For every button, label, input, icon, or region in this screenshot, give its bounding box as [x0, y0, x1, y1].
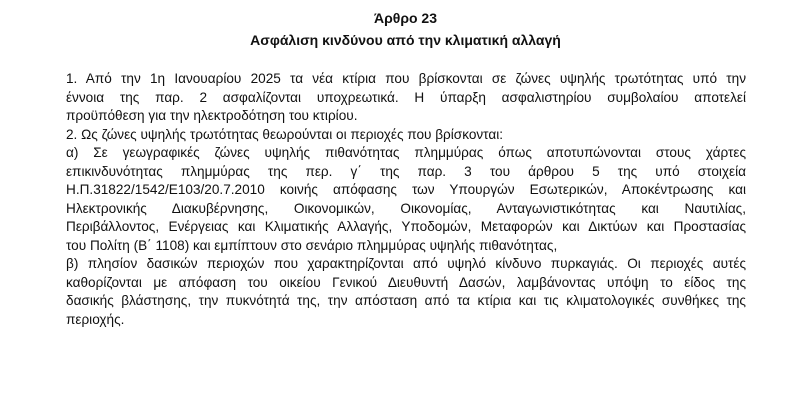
article-number: Άρθρο 23 [373, 10, 437, 26]
body-line: 2. Ως ζώνες υψηλής τρωτότητας θεωρούνται οι περιοχές που βρίσκονται: [66, 126, 504, 142]
body-line: 1. Από την 1η Ιανουαρίου 2025 τα νέα κτίρια που βρίσκονται σε ζώνες υψηλής τρωτότητας υπό την [66, 71, 746, 86]
body-line: περιοχής. [66, 311, 125, 327]
body-line: α) Σε γεωγραφικές ζώνες υψηλής πιθανότητας πλημμύρας όπως αποτυπώνονται στους χάρτες [66, 145, 746, 160]
body-line: προϋπόθεση για την ηλεκτροδότηση του κτιρίου. [66, 108, 358, 123]
body-line: έννοια της παρ. 2 ασφαλίζονται υποχρεωτικά. Η ύπαρξη ασφαλιστηρίου συμβολαίου αποτελεί [66, 89, 746, 105]
article-title: Ασφάλιση κινδύνου από την κλιματική αλλαγή [250, 32, 561, 48]
body-line: επικινδυνότητας πλημμύρας της περ. γ΄ της παρ. 3 του άρθρου 5 της υπό στοιχεία [66, 163, 746, 179]
article-body [66, 70, 746, 329]
body-line: Η.Π.31822/1542/Ε103/20.7.2010 κοινής απόφασης των Υπουργών Εσωτερικών, Αποκέντρωσης και [66, 182, 746, 197]
body-line: καθορίζονται με απόφαση του οικείου Γενικού Διευθυντή Δασών, λαμβάνοντας υπόψη το είδος της [66, 274, 746, 290]
body-line: του Πολίτη (Β΄ 1108) και εμπίπτουν στο σενάριο πλημμύρας υψηλής πιθανότητας, [66, 237, 558, 253]
body-line: Ηλεκτρονικής Διακυβέρνησης, Οικονομικών, Οικονομίας, Ανταγωνιστικότητας και Ναυτιλίας, [66, 200, 746, 216]
body-line: Περιβάλλοντος, Ενέργειας και Κλιματικής Αλλαγής, Υποδομών, Μεταφορών και Δικτύων και Προστασίας [66, 219, 746, 234]
body-line: β) πλησίον δασικών περιοχών που χαρακτηρίζονται από υψηλό κίνδυνο πυρκαγιάς. Οι περιοχές αυτές [66, 256, 746, 271]
body-line: δασικής βλάστησης, την πυκνότητά της, την απόσταση από τα κτίρια και τις κλιματολογικές συνθήκες της [66, 293, 746, 308]
